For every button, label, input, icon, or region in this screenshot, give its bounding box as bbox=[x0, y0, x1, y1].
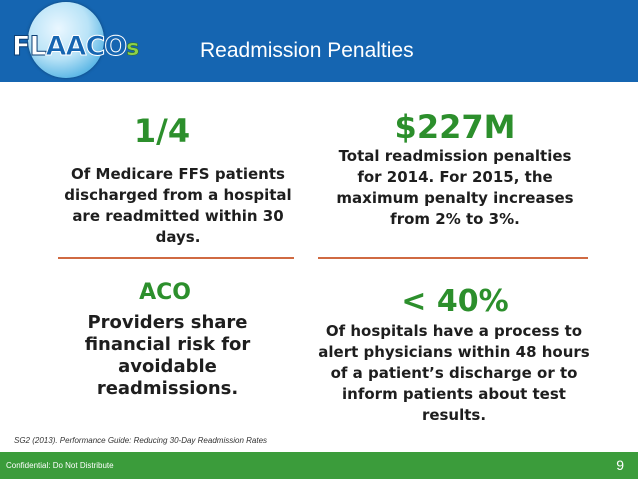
stat-penalty-amount: $227M bbox=[394, 108, 516, 146]
header-bar bbox=[0, 0, 638, 82]
stat-penalty-description: Total readmission penalties for 2014. For 2015, the maximum penalty increases from 2% to 3%. bbox=[336, 147, 574, 228]
confidential-notice: Confidential: Do Not Distribute bbox=[6, 461, 114, 470]
stat-readmitted-fraction: 1/4 bbox=[133, 112, 191, 150]
stat-hospitals-percent: < 40% bbox=[401, 284, 509, 319]
stat-hospitals-description: Of hospitals have a process to alert physicians within 48 hours of a patient’s discharge or to inform patients about test results. bbox=[318, 322, 590, 424]
slide-title: Readmission Penalties bbox=[200, 39, 414, 62]
stat-readmitted-description: Of Medicare FFS patients discharged from a hospital are readmitted within 30 days. bbox=[64, 165, 292, 246]
stat-aco-description: Providers share financial risk for avoidable readmissions. bbox=[84, 312, 251, 399]
stat-aco: ACO bbox=[139, 280, 191, 305]
citation: SG2 (2013). Performance Guide: Reducing 30-Day Readmission Rates bbox=[14, 436, 268, 445]
divider-left bbox=[58, 257, 294, 259]
logo-text-s: s bbox=[126, 36, 139, 61]
divider-right bbox=[318, 257, 588, 259]
footer-bar bbox=[0, 452, 638, 479]
logo-text-aaco: AACO bbox=[45, 31, 127, 62]
logo-text-fl: FL bbox=[12, 31, 46, 62]
page-number: 9 bbox=[616, 457, 624, 473]
flaacos-logo bbox=[12, 31, 138, 62]
